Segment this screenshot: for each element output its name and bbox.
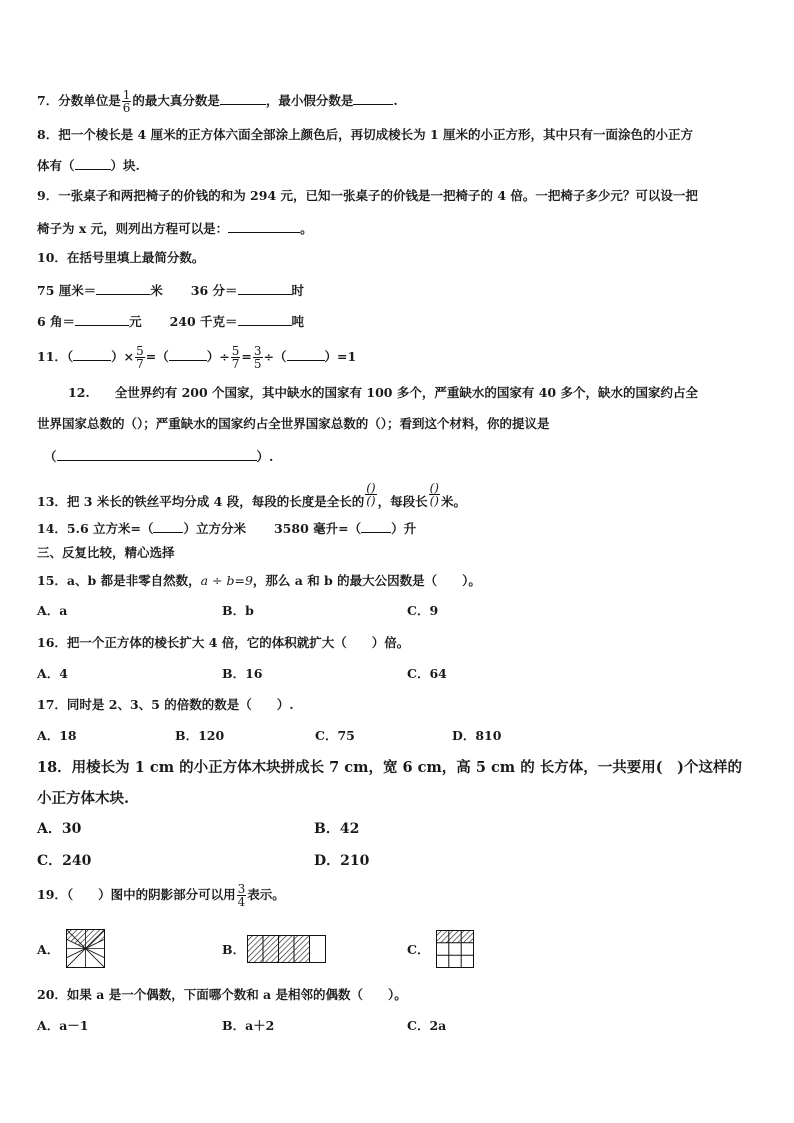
question-10-title: 10．在括号里填上最简分数。 bbox=[37, 250, 205, 265]
q17-option-a[interactable]: A．18 bbox=[37, 728, 77, 743]
q17-option-b[interactable]: B．120 bbox=[175, 728, 225, 743]
question-8-line-1: 8．把一个棱长是 4 厘米的正方体六面全部涂上颜色后，再切成棱长为 1 厘米的小正方形，其中只有一面涂色的小正方 bbox=[37, 127, 694, 142]
q7-text-b: 的最大真分数是 bbox=[132, 93, 220, 108]
q11-g: ）=1 bbox=[324, 349, 357, 364]
q15-b: ，那么 a 和 b 的最大公因数是（ ）。 bbox=[252, 573, 481, 588]
q11-f: ÷（ bbox=[263, 349, 287, 364]
q10-r2-blank-2[interactable] bbox=[238, 313, 292, 326]
q10-r1-b: 米 bbox=[150, 283, 163, 298]
q12-l3-b: ）. bbox=[256, 449, 274, 464]
question-12-line-2: 世界国家总数的（）；严重缺水的国家约占全世界国家总数的（）；看到这个材料，你的提议是 bbox=[37, 416, 550, 431]
q11-d: ）÷ bbox=[206, 349, 230, 364]
q7-text-c: ，最小假分数是 bbox=[265, 93, 354, 108]
q7-text-a: 分数单位是 bbox=[58, 93, 121, 108]
q19-option-b[interactable]: B． bbox=[222, 942, 246, 957]
q20-option-b[interactable]: B．a＋2 bbox=[222, 1018, 275, 1033]
q15-expression: a ÷ b=9 bbox=[200, 573, 253, 588]
q10-r1-d: 时 bbox=[291, 283, 305, 298]
q19-figure-c bbox=[436, 930, 474, 968]
question-14 bbox=[37, 520, 416, 537]
q19-a: 19．（ ）图中的阴影部分可以用 bbox=[37, 887, 236, 902]
q10-r2-a: 6 角＝ bbox=[37, 314, 76, 329]
q19-option-a[interactable]: A． bbox=[37, 942, 60, 957]
q7-number: 7． bbox=[37, 93, 59, 108]
question-16: 16．把一个正方体的棱长扩大 4 倍，它的体积就扩大（ ）倍。 bbox=[37, 635, 410, 650]
q9-text-a: 椅子为 x 元，则列出方程可以是： bbox=[37, 221, 229, 236]
q9-text-b: 。 bbox=[300, 221, 313, 236]
question-18-line-2: 小正方体木块. bbox=[37, 790, 130, 807]
q14-blank-2[interactable] bbox=[361, 520, 391, 533]
q15-option-a[interactable]: A．a bbox=[37, 603, 68, 618]
q8-blank[interactable] bbox=[75, 157, 111, 170]
question-20: 20．如果 a 是一个偶数，下面哪个数和 a 是相邻的偶数（ ）。 bbox=[37, 987, 407, 1002]
question-15 bbox=[37, 573, 481, 589]
q14-blank-1[interactable] bbox=[153, 520, 183, 533]
q13-fraction-2: $\frac{()}{()}$ bbox=[429, 481, 439, 508]
question-9-line-1: 9．一张桌子和两把椅子的价钱的和为 294 元，已知一张桌子的价钱是一把椅子的 4 倍。一把椅子多少元？可以设一把 bbox=[37, 188, 698, 203]
q10-r1-blank-2[interactable] bbox=[238, 282, 292, 295]
q14-d: ）升 bbox=[391, 521, 417, 536]
q11-blank-1[interactable] bbox=[73, 348, 111, 361]
q14-b: ）立方分米 bbox=[183, 521, 246, 536]
q10-r2-blank-1[interactable] bbox=[75, 313, 129, 326]
q20-option-c[interactable]: C．2a bbox=[407, 1018, 447, 1033]
question-17: 17．同时是 2、3、5 的倍数的数是（ ）. bbox=[37, 697, 294, 712]
q11-e: = bbox=[241, 349, 252, 364]
q20-option-a[interactable]: A．a－1 bbox=[37, 1018, 89, 1033]
q19-b: 表示。 bbox=[247, 887, 285, 902]
q16-option-c[interactable]: C．64 bbox=[407, 666, 447, 681]
q7-text-d: . bbox=[393, 93, 398, 108]
q12-l3-a: （ bbox=[44, 449, 57, 464]
q7-blank-2[interactable] bbox=[353, 92, 393, 105]
q16-option-b[interactable]: B．16 bbox=[222, 666, 263, 681]
q14-a: 14．5.6 立方米=（ bbox=[37, 521, 154, 536]
q17-option-d[interactable]: D．810 bbox=[452, 728, 502, 743]
q11-blank-3[interactable] bbox=[287, 348, 325, 361]
q13-c: 米。 bbox=[440, 494, 466, 509]
q19-option-c[interactable]: C． bbox=[407, 942, 430, 957]
q10-r2-c: 240 千克＝ bbox=[169, 314, 238, 329]
q11-c: =（ bbox=[145, 349, 169, 364]
q18-option-d[interactable]: D．210 bbox=[314, 853, 370, 869]
q11-a: 11．（ bbox=[37, 349, 74, 364]
q19-figure-a bbox=[66, 929, 105, 968]
q11-b: ）× bbox=[111, 349, 135, 364]
question-13 bbox=[37, 481, 466, 515]
section-3-heading: 三、反复比较，精心选择 bbox=[37, 545, 175, 560]
q10-r1-a: 75 厘米＝ bbox=[37, 283, 97, 298]
question-18-line-1: 18．用棱长为 1 cm 的小正方体木块拼成长 7 cm，宽 6 cm，高 5 cm 的 长方体，一共要用( )个这样的 bbox=[37, 759, 742, 776]
q11-blank-2[interactable] bbox=[169, 348, 207, 361]
q7-blank-1[interactable] bbox=[220, 92, 266, 105]
q14-c: 3580 毫升=（ bbox=[273, 521, 362, 536]
question-10-row-1 bbox=[37, 282, 304, 299]
fig-c-shaded-region bbox=[437, 931, 474, 943]
q10-r1-c: 36 分＝ bbox=[190, 283, 238, 298]
q8-text-b: ）块. bbox=[110, 158, 140, 173]
q15-option-b[interactable]: B．b bbox=[222, 603, 254, 618]
q19-fraction: $\frac{3}{4}$ bbox=[237, 882, 246, 909]
q13-fraction-1: $\frac{()}{()}$ bbox=[366, 481, 376, 508]
q15-a: 15．a、b 都是非零自然数， bbox=[37, 573, 201, 588]
question-8-line-2 bbox=[37, 157, 140, 174]
q12-blank[interactable] bbox=[57, 448, 257, 461]
question-7 bbox=[37, 89, 398, 114]
q18-option-b[interactable]: B．42 bbox=[314, 821, 360, 837]
question-19 bbox=[37, 883, 285, 908]
q18-option-a[interactable]: A．30 bbox=[37, 821, 82, 837]
q11-fraction-2: $\frac{5}{7}$ bbox=[231, 344, 240, 371]
question-9-line-2 bbox=[37, 220, 313, 237]
q13-a: 13．把 3 米长的铁丝平均分成 4 段，每段的长度是全长的 bbox=[37, 494, 365, 509]
question-10-row-2 bbox=[37, 313, 304, 330]
question-12-line-1: 12. 全世界约有 200 个国家，其中缺水的国家有 100 多个，严重缺水的国家有 40 多个，缺水的国家约占全 bbox=[68, 385, 698, 400]
q19-figure-b bbox=[247, 935, 326, 963]
q11-fraction-1: $\frac{5}{7}$ bbox=[136, 344, 144, 371]
question-11 bbox=[37, 345, 356, 370]
q15-option-c[interactable]: C．9 bbox=[407, 603, 439, 618]
q13-b: ，每段长 bbox=[377, 494, 428, 509]
q10-r1-blank-1[interactable] bbox=[96, 282, 150, 295]
q10-r2-d: 吨 bbox=[291, 314, 305, 329]
q8-text-a: 体有（ bbox=[37, 158, 75, 173]
q18-option-c[interactable]: C．240 bbox=[37, 853, 92, 869]
q17-option-c[interactable]: C．75 bbox=[315, 728, 355, 743]
q9-blank[interactable] bbox=[228, 220, 300, 233]
q16-option-a[interactable]: A．4 bbox=[37, 666, 68, 681]
question-12-line-3 bbox=[44, 448, 273, 465]
q11-fraction-3: $\frac{3}{5}$ bbox=[253, 344, 262, 371]
q7-fraction: $\frac{1}{6}$ bbox=[122, 88, 131, 115]
q10-r2-b: 元 bbox=[129, 314, 142, 329]
